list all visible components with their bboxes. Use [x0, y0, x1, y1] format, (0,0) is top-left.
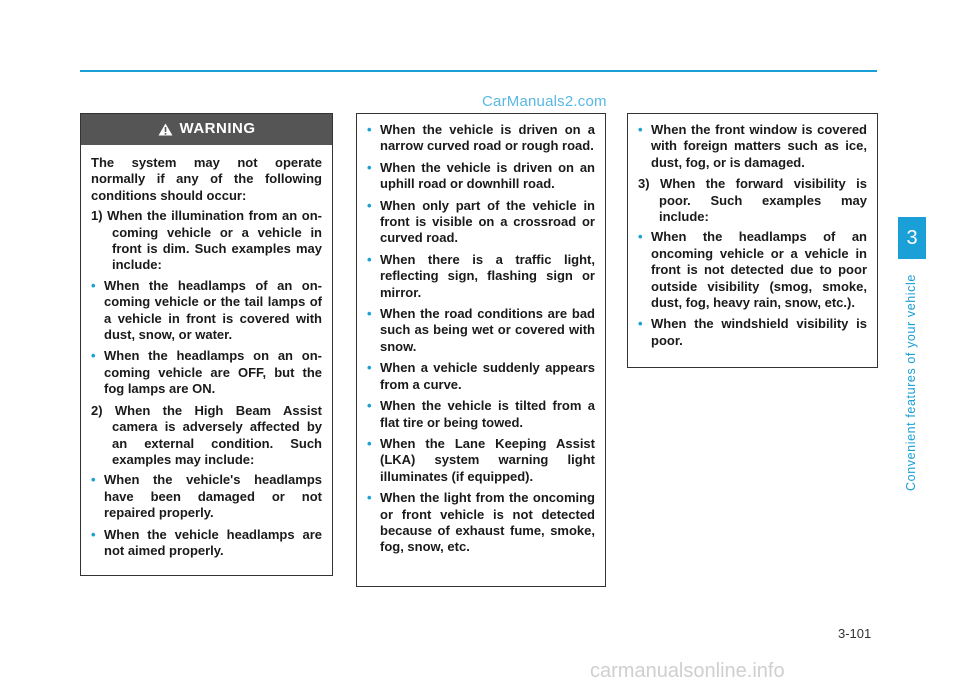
list-item: • When the vehicle's headlamps have been damaged or not repaired properly. — [91, 472, 322, 521]
list-item: • When a vehicle suddenly appears from a curve. — [367, 360, 595, 392]
warning-label: WARNING — [179, 120, 256, 138]
list-item: • When there is a traffic light, reflecting sign, flashing sign or mirror. — [367, 251, 595, 300]
condition-1: 1) When the illumination from an on-coming vehicle or a vehicle in front is dim. Such examples may include: — [91, 208, 322, 273]
bullet-dot: • — [638, 316, 643, 332]
bullet-dot: • — [367, 490, 372, 506]
list-item: • When the vehicle headlamps are not aimed properly. — [91, 526, 322, 558]
bullet-dot: • — [367, 159, 372, 175]
list-item: • When the vehicle is driven on a narrow curved road or rough road. — [367, 122, 595, 154]
list-item: • When the windshield visibility is poor. — [638, 316, 867, 348]
section-title-text: Convenient features of your vehicle — [904, 274, 918, 491]
bullet-dot: • — [91, 277, 96, 293]
bullet-dot: • — [91, 472, 96, 488]
list-item: • When only part of the vehicle in front is visible on a crossroad or curved road. — [367, 197, 595, 246]
watermark-top[interactable]: CarManuals2.com — [482, 93, 607, 110]
bullet-dot: • — [367, 306, 372, 322]
section-number-tab: 3 — [898, 217, 926, 259]
warning-box — [80, 113, 333, 576]
warning-intro: The system may not operate normally if any of the following conditions should occur: — [91, 155, 322, 203]
bullet-dot: • — [367, 435, 372, 451]
list-item: • When the headlamps on an on-coming vehicle are OFF, but the fog lamps are ON. — [91, 348, 322, 397]
bullet-dot: • — [91, 526, 96, 542]
list-item: • When the front window is covered with foreign matters such as ice, dust, fog, or is damaged. — [638, 122, 867, 170]
header-rule — [80, 70, 877, 72]
visibility-conditions-box — [627, 113, 878, 368]
watermark-bottom[interactable]: carmanualsonline.info — [590, 660, 785, 682]
warning-header — [81, 114, 332, 145]
bullet-dot: • — [367, 398, 372, 414]
bullet-dot: • — [367, 251, 372, 267]
bullet-dot: • — [367, 360, 372, 376]
list-item: • When the Lane Keeping Assist (LKA) system warning light illuminates (if equipped). — [367, 435, 595, 484]
list-item: • When the vehicle is driven on an uphill road or downhill road. — [367, 159, 595, 192]
page-number: 3-101 — [838, 626, 872, 641]
list-item: • When the vehicle is tilted from a flat tire or being towed. — [367, 398, 595, 430]
condition-2: 2) When the High Beam Assist camera is adversely affected by an external condition. Such examples may include: — [91, 402, 322, 467]
list-item: • When the headlamps of an on-coming vehicle or the tail lamps of a vehicle in front is covered with dust, snow, or water. — [91, 277, 322, 343]
list-item: • When the headlamps of an oncoming vehicle or a vehicle in front is not detected due to poor outside visibility (smog, smoke, dust, fog, heavy rain, snow, etc.). — [638, 229, 867, 311]
bullet-dot: • — [91, 348, 96, 364]
list-item: • When the road conditions are bad such as being wet or covered with snow. — [367, 306, 595, 354]
bullet-dot: • — [638, 229, 643, 245]
list-item: • When the light from the oncoming or front vehicle is not detected because of exhaust fume, smoke, fog, snow, etc. — [367, 490, 595, 555]
condition-3: 3) When the forward visibility is poor. Such examples may include: — [638, 176, 867, 225]
conditions-list-box — [356, 113, 606, 587]
bullet-dot: • — [367, 197, 372, 213]
bullet-dot: • — [367, 122, 372, 137]
warning-triangle-icon — [158, 123, 173, 136]
bullet-dot: • — [638, 122, 643, 137]
